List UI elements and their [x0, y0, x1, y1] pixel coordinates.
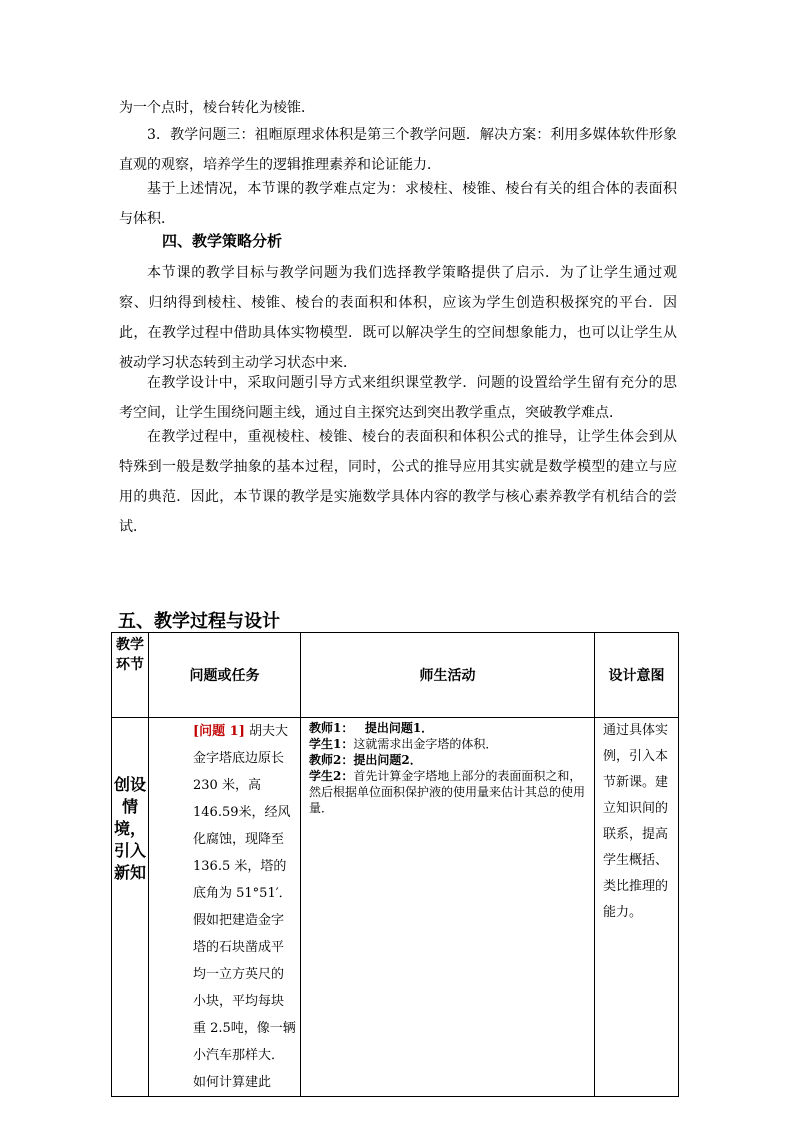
paragraph-strategy-1: 本节课的教学目标与教学问题为我们选择教学策略提供了启示．为了让学生通过观察、归纳得到棱柱、棱锥、棱台的表面积和体积，应该为学生创造积极探究的平台．因此，在教学过程中借助具体实物模型．既可以解决学生的空间想象能力，也可以让学生从被动学习状态转到主动学习状态中来．	[119, 265, 677, 371]
paragraph-problem-three: 3．教学问题三：祖暅原理求体积是第三个教学问题．解决方案：利用多媒体软件形象直观的观察，培养学生的逻辑推理素养和论证能力．	[119, 127, 677, 173]
header-task: 问题或任务	[149, 633, 301, 718]
activity-line-teacher-1: 教师1： 提出问题1．	[309, 721, 434, 735]
section-heading-process: 五、教学过程与设计	[118, 611, 280, 632]
cell-stage: 创设情境，引入新知	[112, 718, 149, 1097]
paragraph-strategy-2: 在教学设计中，采取问题引导方式来组织课堂教学．问题的设置给学生留有充分的思考空间，让学生围绕问题主线，通过自主探究达到突出教学重点，突破教学难点．	[119, 375, 677, 421]
table-header-row	[112, 633, 679, 718]
paragraph-difficulty: 基于上述情况，本节课的教学难点定为：求棱柱、棱锥、棱台有关的组合体的表面积与体积．	[119, 181, 677, 227]
table-row	[112, 718, 679, 1097]
lesson-design-table	[111, 632, 679, 1097]
header-activity: 师生活动	[301, 633, 595, 718]
question-text: 胡夫大金字塔底边原长 230 米，高 146.59米，经风化腐蚀，现降至 136.5 米，塔的底角为 51°51′．假如把建造金字塔的石块凿成平均一立方英尺的小块，平均每块重 2.5吨，像一辆小汽车那样大．如何计算建此	[193, 724, 296, 1090]
activity-line-teacher-2: 教师2：提出问题2．	[309, 753, 422, 767]
header-stage: 教学环节	[112, 633, 149, 718]
section-heading-strategy: 四、教学策略分析	[162, 232, 283, 250]
cell-intent: 通过具体实例，引入本节新课。建立知识间的联系，提高学生概括、类比推理的能力。	[595, 718, 679, 1097]
cell-task	[149, 718, 301, 1097]
question-tag: [问题 1]	[193, 724, 245, 739]
activity-line-student-1: 学生1：这就需求出金字塔的体积．	[309, 737, 498, 751]
paragraph-strategy-3: 在教学过程中，重视棱柱、棱锥、棱台的表面积和体积公式的推导，让学生体会到从特殊到一般是数学抽象的基本过程，同时，公式的推导应用其实就是数学模型的建立与应用的典范．因此，本节课的教学是实施数学具体内容的教学与核心素养教学有机结合的尝试．	[119, 429, 677, 535]
cell-activity	[301, 718, 595, 1097]
activity-line-student-2: 学生2：首先计算金字塔地上部分的表面面积之和，然后根据单位面积保护液的使用量来估计其总的使用量．	[309, 769, 586, 815]
header-intent: 设计意图	[595, 633, 679, 718]
paragraph-continuation: 为一个点时，棱台转化为棱锥．	[119, 100, 315, 116]
